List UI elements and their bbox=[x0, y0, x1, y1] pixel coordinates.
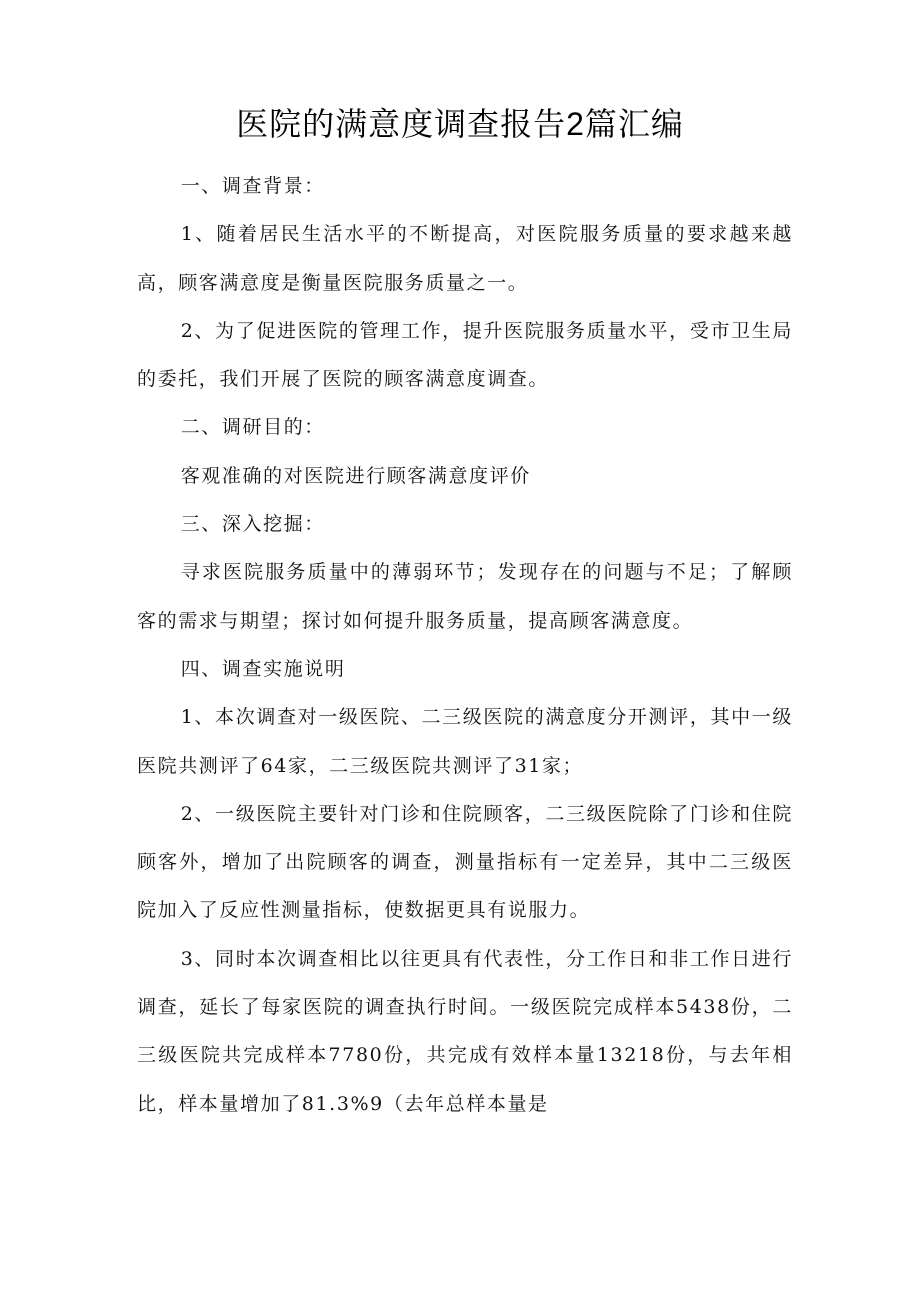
paragraph-background-2: 2、为了促进医院的管理工作，提升医院服务质量水平，受市卫生局的委托，我们开展了医院的顾客满意度调查。 bbox=[137, 319, 793, 391]
paragraph-background-1: 1、随着居民生活水平的不断提高，对医院服务质量的要求越来越高，顾客满意度是衡量医院服务质量之一。 bbox=[137, 223, 793, 294]
section-heading-background: 一、调查背景： bbox=[180, 175, 325, 197]
document-title: 医院的满意度调查报告2篇汇编 bbox=[236, 106, 684, 142]
document-body bbox=[137, 162, 793, 1128]
section-heading-implementation: 四、调查实施说明 bbox=[180, 657, 346, 680]
paragraph-purpose: 客观准确的对医院进行顾客满意度评价 bbox=[180, 464, 531, 487]
section-heading-purpose: 二、调研目的： bbox=[180, 416, 325, 439]
paragraph-implementation-2: 2、一级医院主要针对门诊和住院顾客，二三级医院除了门诊和住院顾客外，增加了出院顾客的调查，测量指标有一定差异，其中二三级医院加入了反应性测量指标，使数据更具有说服力。 bbox=[137, 802, 793, 922]
paragraph-deep-dive: 寻求医院服务质量中的薄弱环节；发现存在的问题与不足；了解顾客的需求与期望；探讨如何提升服务质量，提高顾客满意度。 bbox=[137, 561, 793, 632]
paragraph-implementation-3: 3、同时本次调查相比以往更具有代表性，分工作日和非工作日进行调查，延长了每家医院的调查执行时间。一级医院完成样本5438份，二三级医院共完成样本7780份，共完成有效样本量13218份，与去年相比，样本量增加了81.3%9（去年总样本量是 bbox=[137, 947, 793, 1115]
paragraph-implementation-1: 1、本次调查对一级医院、二三级医院的满意度分开测评，其中一级医院共测评了64家，二三级医院共测评了31家； bbox=[137, 706, 793, 777]
section-heading-deep-dive: 三、深入挖掘： bbox=[180, 513, 325, 536]
